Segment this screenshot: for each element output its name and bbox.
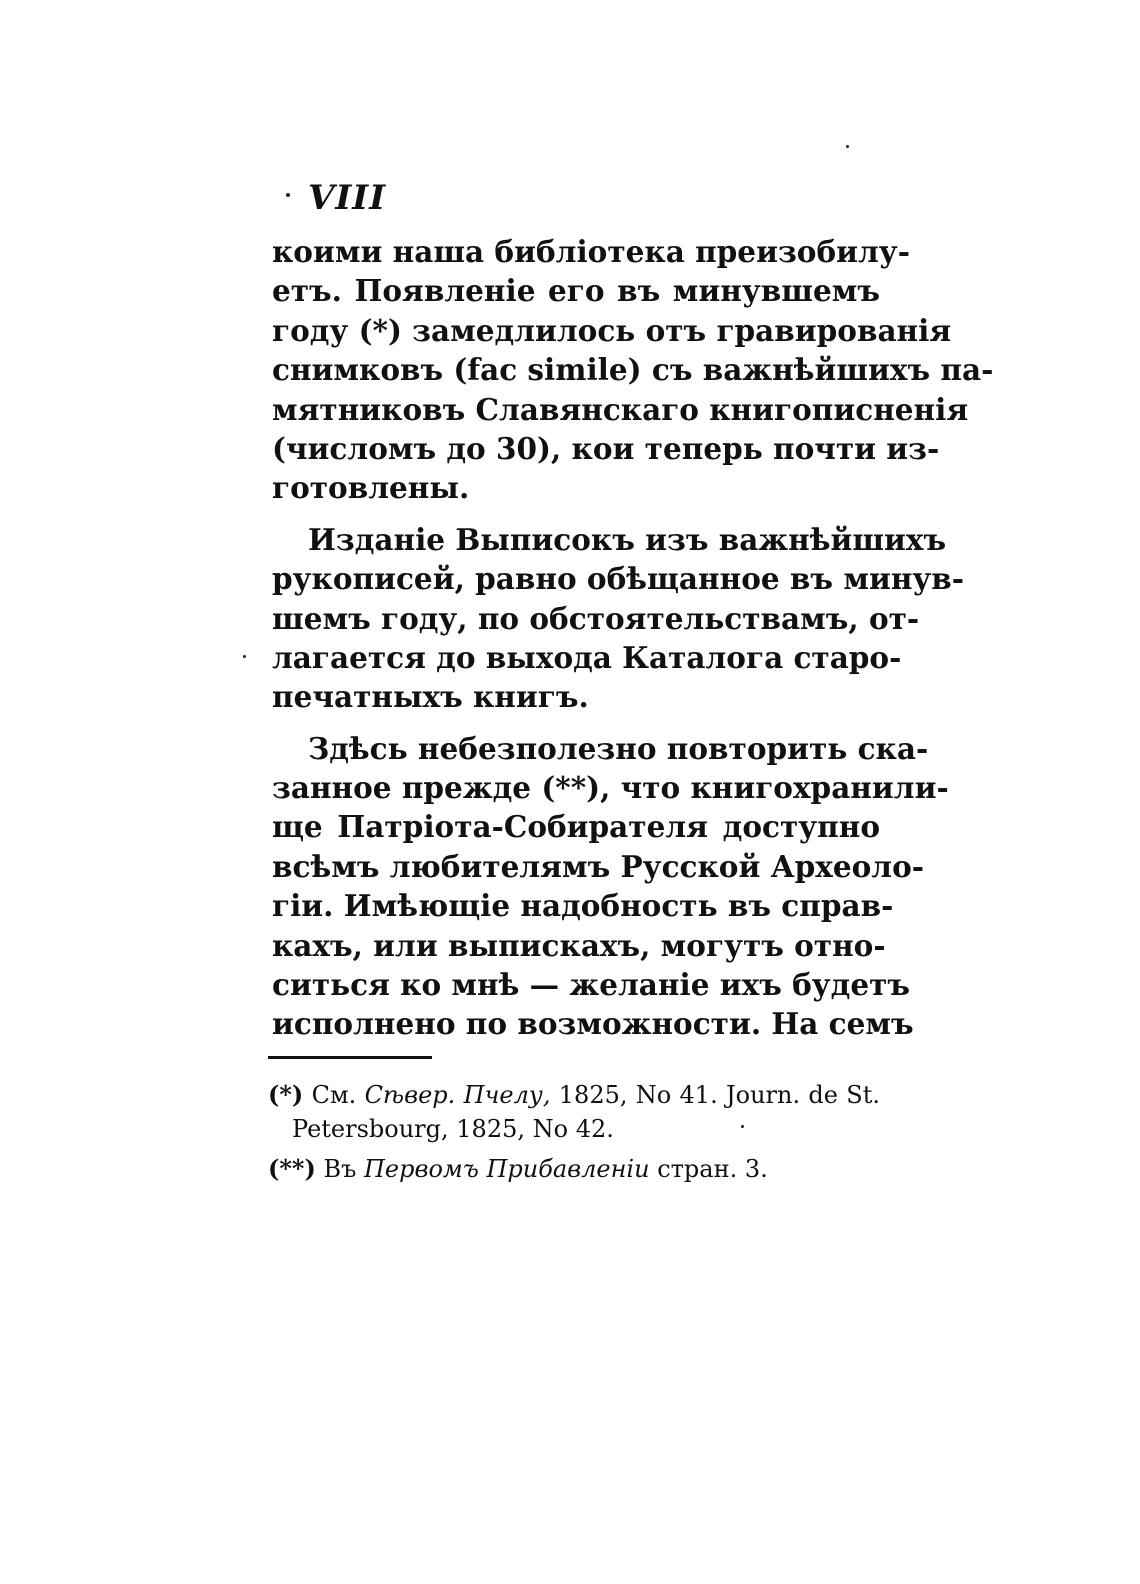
page-number: VIII — [308, 178, 387, 218]
footnote-prefix: Въ — [323, 1155, 357, 1183]
footnote-divider — [268, 1056, 432, 1059]
footnote-source: Первомъ Прибавленіи — [364, 1155, 650, 1183]
footnote-prefix: См. — [311, 1081, 357, 1109]
body-text — [272, 232, 994, 1044]
footnote-2 — [268, 1152, 880, 1186]
print-speck — [286, 193, 290, 197]
text-line: всѣмъ любителямъ Русской Археоло- — [272, 848, 925, 884]
text-line: ще Патріота-Собирателя доступно — [272, 809, 880, 845]
text-line: (числомъ до 30), кои теперь почти из- — [272, 430, 940, 466]
footnotes — [268, 1078, 880, 1186]
text-line: кахъ, или выпискахъ, могутъ отно- — [272, 927, 886, 963]
footnote-mark: (**) — [268, 1154, 316, 1183]
text-line: печатныхъ книгъ. — [272, 679, 589, 715]
text-line: снимковъ (fac simile) съ важнѣйшихъ па- — [272, 352, 994, 388]
text-line: исполнено по возможности. На семъ — [272, 1006, 914, 1042]
footnote-1-continuation: Petersbourg, 1825, No 42. — [292, 1115, 614, 1143]
text-line: мятниковъ Славянскаго книгописненія — [272, 391, 969, 427]
text-line: лагается до выхода Каталога старо- — [272, 639, 902, 675]
footnote-1 — [268, 1078, 880, 1112]
text-line: шемъ году, по обстоятельствамъ, от- — [272, 600, 920, 636]
text-line: занное прежде (**), что книгохранили- — [272, 770, 949, 806]
footnote-mark: (*) — [268, 1080, 304, 1109]
text-line: готовлены. — [272, 470, 470, 506]
footnote-citation: стран. 3. — [657, 1155, 768, 1183]
text-line: гіи. Имѣющіе надобность въ справ- — [272, 888, 894, 924]
text-line: коими наша библіотека преизобилу- — [272, 234, 910, 269]
print-speck — [243, 655, 246, 658]
print-speck — [846, 145, 849, 148]
text-line: ситься ко мнѣ — желаніе ихъ будетъ — [272, 967, 910, 1003]
text-line: году (*) замедлилось отъ гравированія — [272, 312, 952, 348]
footnote-source: Сѣвер. Пчелу, — [364, 1081, 551, 1109]
text-line: Изданіе Выписокъ изъ важнѣйшихъ — [308, 521, 947, 557]
text-line: рукописей, равно обѣщанное въ минув- — [272, 561, 965, 597]
text-line: Здѣсь небезполезно повторить ска- — [308, 730, 929, 766]
text-line: етъ. Появленіе его въ минувшемъ — [272, 273, 880, 309]
footnote-citation: 1825, No 41. Journ. de St. — [558, 1081, 880, 1109]
